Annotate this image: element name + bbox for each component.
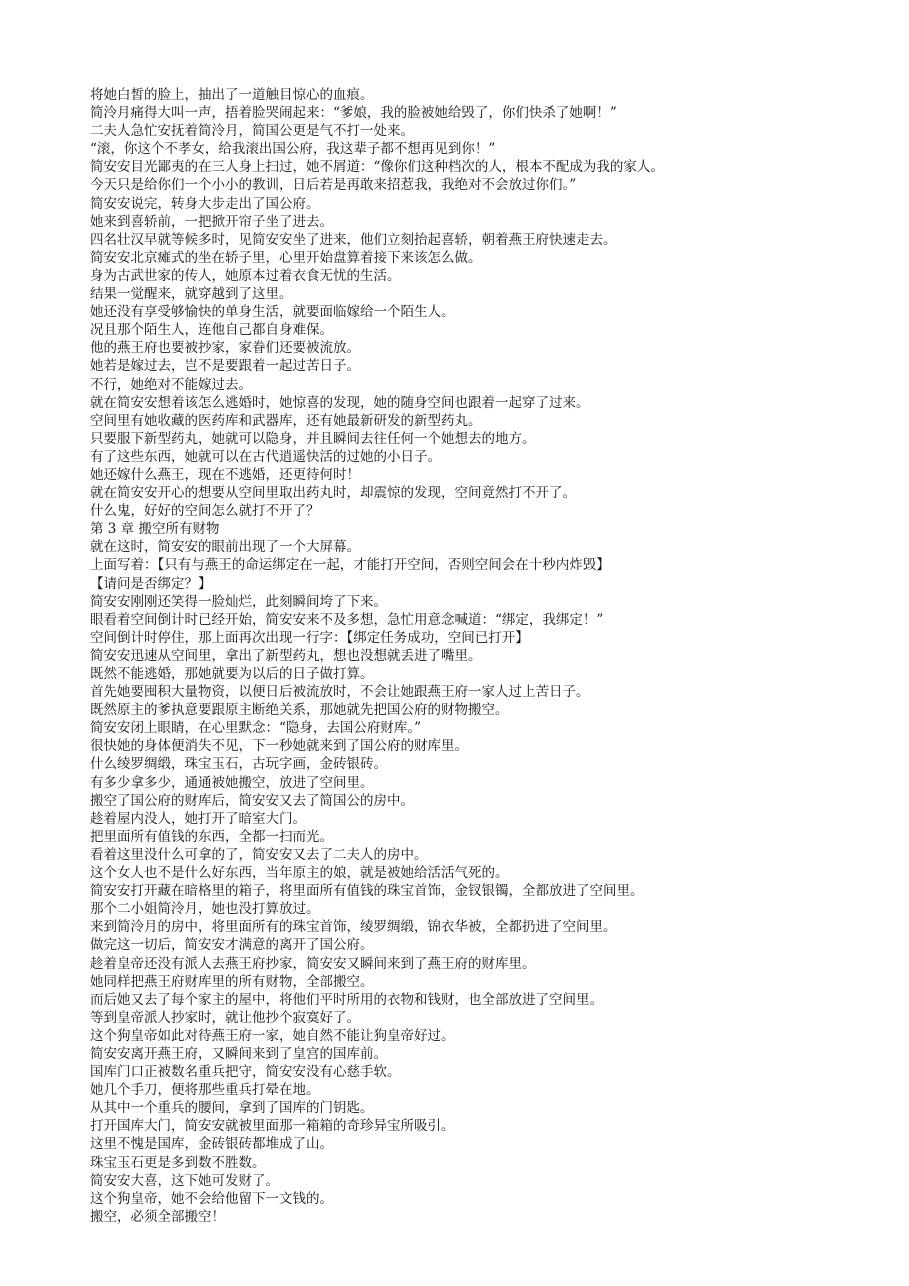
text-line: 既然原主的爹执意要跟原主断绝关系，那她就先把国公府的财物搬空。 [90,702,509,719]
text-line: 简安安说完，转身大步走出了国公府。 [90,195,320,212]
text-line: 搬空了国公府的财库后，简安安又去了简国公的房中。 [90,792,414,809]
text-line: 什么鬼，好好的空间怎么就打不开了？ [90,503,320,520]
text-line: 她若是嫁过去，岂不是要跟着一起过苦日子。 [90,358,360,375]
text-line: 就在这时，简安安的眼前出现了一个大屏幕。 [90,539,360,556]
text-line: 她同样把燕王府财库里的所有财物，全部搬空。 [90,973,374,990]
document-page [90,86,890,1226]
text-line: 首先她要囤积大量物资，以便日后被流放时，不会让她跟燕王府一家人过上苦日子。 [90,684,590,701]
text-line: 简安安大喜，这下她可发财了。 [90,1172,279,1189]
text-line: 将她白皙的脸上，抽出了一道触目惊心的血痕。 [90,87,374,103]
text-line: 简安安北京瘫式的坐在轿子里，心里开始盘算着接下来该怎么做。 [90,249,482,266]
text-line: 今天只是给你们一个小小的教训，日后若是再敢来招惹我，我绝对不会放过你们。” [90,177,577,194]
text-line: 她还没有享受够愉快的单身生活，就要面临嫁给一个陌生人。 [90,304,455,321]
text-line: 简安安闭上眼睛，在心里默念：“隐身，去国公府财库。” [90,720,422,737]
text-line: 国库门口正被数名重兵把守，简安安没有心慈手软。 [90,1064,401,1081]
text-line: 而后她又去了每个家主的屋中，将他们平时所用的衣物和钱财，也全部放进了空间里。 [90,991,603,1008]
text-line: 等到皇帝派人抄家时，就让他抄个寂寞好了。 [90,1009,360,1026]
text-line: 简安安打开藏在暗格里的箱子，将里面所有值钱的珠宝首饰，金钗银镯，全都放进了空间里。 [90,883,644,900]
text-line: 就在简安安开心的想要从空间里取出药丸时，却震惊的发现，空间竟然打不开了。 [90,485,576,502]
text-line: 这里不愧是国库，金砖银砖都堆成了山。 [90,1136,333,1153]
text-line: 第 3 章 搬空所有财物 [90,521,220,538]
text-line: 简泠月痛得大叫一声，捂着脸哭闹起来：“爹娘，我的脸被她给毁了，你们快杀了她啊！” [90,105,617,122]
text-line: 【请问是否绑定？】 [90,575,212,592]
text-line: 简安安迅速从空间里，拿出了新型药丸，想也没想就丢进了嘴里。 [90,647,482,664]
text-line: 她几个手刀，便将那些重兵打晕在地。 [90,1082,320,1099]
text-line: 况且那个陌生人，连他自己都自身难保。 [90,322,333,339]
text-line: 从其中一个重兵的腰间，拿到了国库的门钥匙。 [90,1100,374,1117]
text-line: 把里面所有值钱的东西，全都一扫而光。 [90,828,333,845]
text-line: 空间里有她收藏的医药库和武器库，还有她最新研发的新型药丸。 [90,412,482,429]
text-line: 他的燕王府也要被抄家，家眷们还要被流放。 [90,340,360,357]
text-line: 上面写着：【只有与燕王的命运绑定在一起，才能打开空间，否则空间会在十秒内炸毁】 [90,557,610,574]
text-line: 有了这些东西，她就可以在古代逍遥快活的过她的小日子。 [90,448,441,465]
text-line: 这个狗皇帝，她不会给他留下一文钱的。 [90,1190,333,1207]
text-line: 这个女人也不是什么好东西，当年原主的娘，就是被她给活活气死的。 [90,865,509,882]
text-line: 趁着皇帝还没有派人去燕王府抄家，简安安又瞬间来到了燕王府的财库里。 [90,955,536,972]
text-line: 只要服下新型药丸，她就可以隐身，并且瞬间去往任何一个她想去的地方。 [90,430,536,447]
text-line: 很快她的身体便消失不见，下一秒她就来到了国公府的财库里。 [90,738,468,755]
text-line: 不行，她绝对不能嫁过去。 [90,376,252,393]
text-line: 珠宝玉石更是多到数不胜数。 [90,1154,266,1171]
text-line: 这个狗皇帝如此对待燕王府一家，她自然不能让狗皇帝好过。 [90,1027,455,1044]
text-line: 四名壮汉早就等候多时，见简安安坐了进来，他们立刻抬起喜轿，朝着燕王府快速走去。 [90,231,617,248]
text-line: 眼看着空间倒计时已经开始，简安安来不及多想，急忙用意念喊道：“绑定，我绑定！” [90,611,604,628]
text-line: 打开国库大门，简安安就被里面那一箱箱的奇珍异宝所吸引。 [90,1118,455,1135]
text-line: “滚，你这个不孝女，给我滚出国公府，我这辈子都不想再见到你！” [90,141,496,158]
text-line: 既然不能逃婚，那她就要为以后的日子做打算。 [90,666,374,682]
text-line: 那个二小姐简泠月，她也没打算放过。 [90,901,320,918]
text-line: 什么绫罗绸缎，珠宝玉石，古玩字画，金砖银砖。 [90,756,387,773]
text-line: 趁着屋内没人，她打开了暗室大门。 [90,810,306,827]
text-line: 身为古武世家的传人，她原本过着衣食无忧的生活。 [90,267,401,284]
text-line: 空间倒计时停住，那上面再次出现一行字：【绑定任务成功，空间已打开】 [90,629,529,646]
text-line: 简安安离开燕王府，又瞬间来到了皇宫的国库前。 [90,1045,387,1062]
text-line: 就在简安安想着该怎么逃婚时，她惊喜的发现，她的随身空间也跟着一起穿了过来。 [90,394,590,411]
text-line: 搬空，必须全部搬空！ [90,1208,225,1225]
text-line: 她来到喜轿前，一把掀开帘子坐了进去。 [90,213,333,230]
text-line: 简安安刚刚还笑得一脸灿烂，此刻瞬间垮了下来。 [90,593,387,610]
text-line: 来到简泠月的房中，将里面所有的珠宝首饰，绫罗绸缎，锦衣华被，全都扔进了空间里。 [90,919,617,936]
text-line: 结果一觉醒来，就穿越到了这里。 [90,286,293,303]
text-line: 做完这一切后，简安安才满意的离开了国公府。 [90,937,374,954]
text-line: 有多少拿多少，通通被她搬空，放进了空间里。 [90,774,374,791]
text-line: 二夫人急忙安抚着简泠月，简国公更是气不打一处来。 [90,123,414,140]
text-line: 看着这里没什么可拿的了，简安安又去了二夫人的房中。 [90,846,428,863]
text-line: 她还嫁什么燕王，现在不逃婚，还更待何时！ [90,466,360,483]
text-line: 简安安目光鄙夷的在三人身上扫过，她不屑道：“像你们这种档次的人，根本不配成为我的家人。 [90,159,664,176]
